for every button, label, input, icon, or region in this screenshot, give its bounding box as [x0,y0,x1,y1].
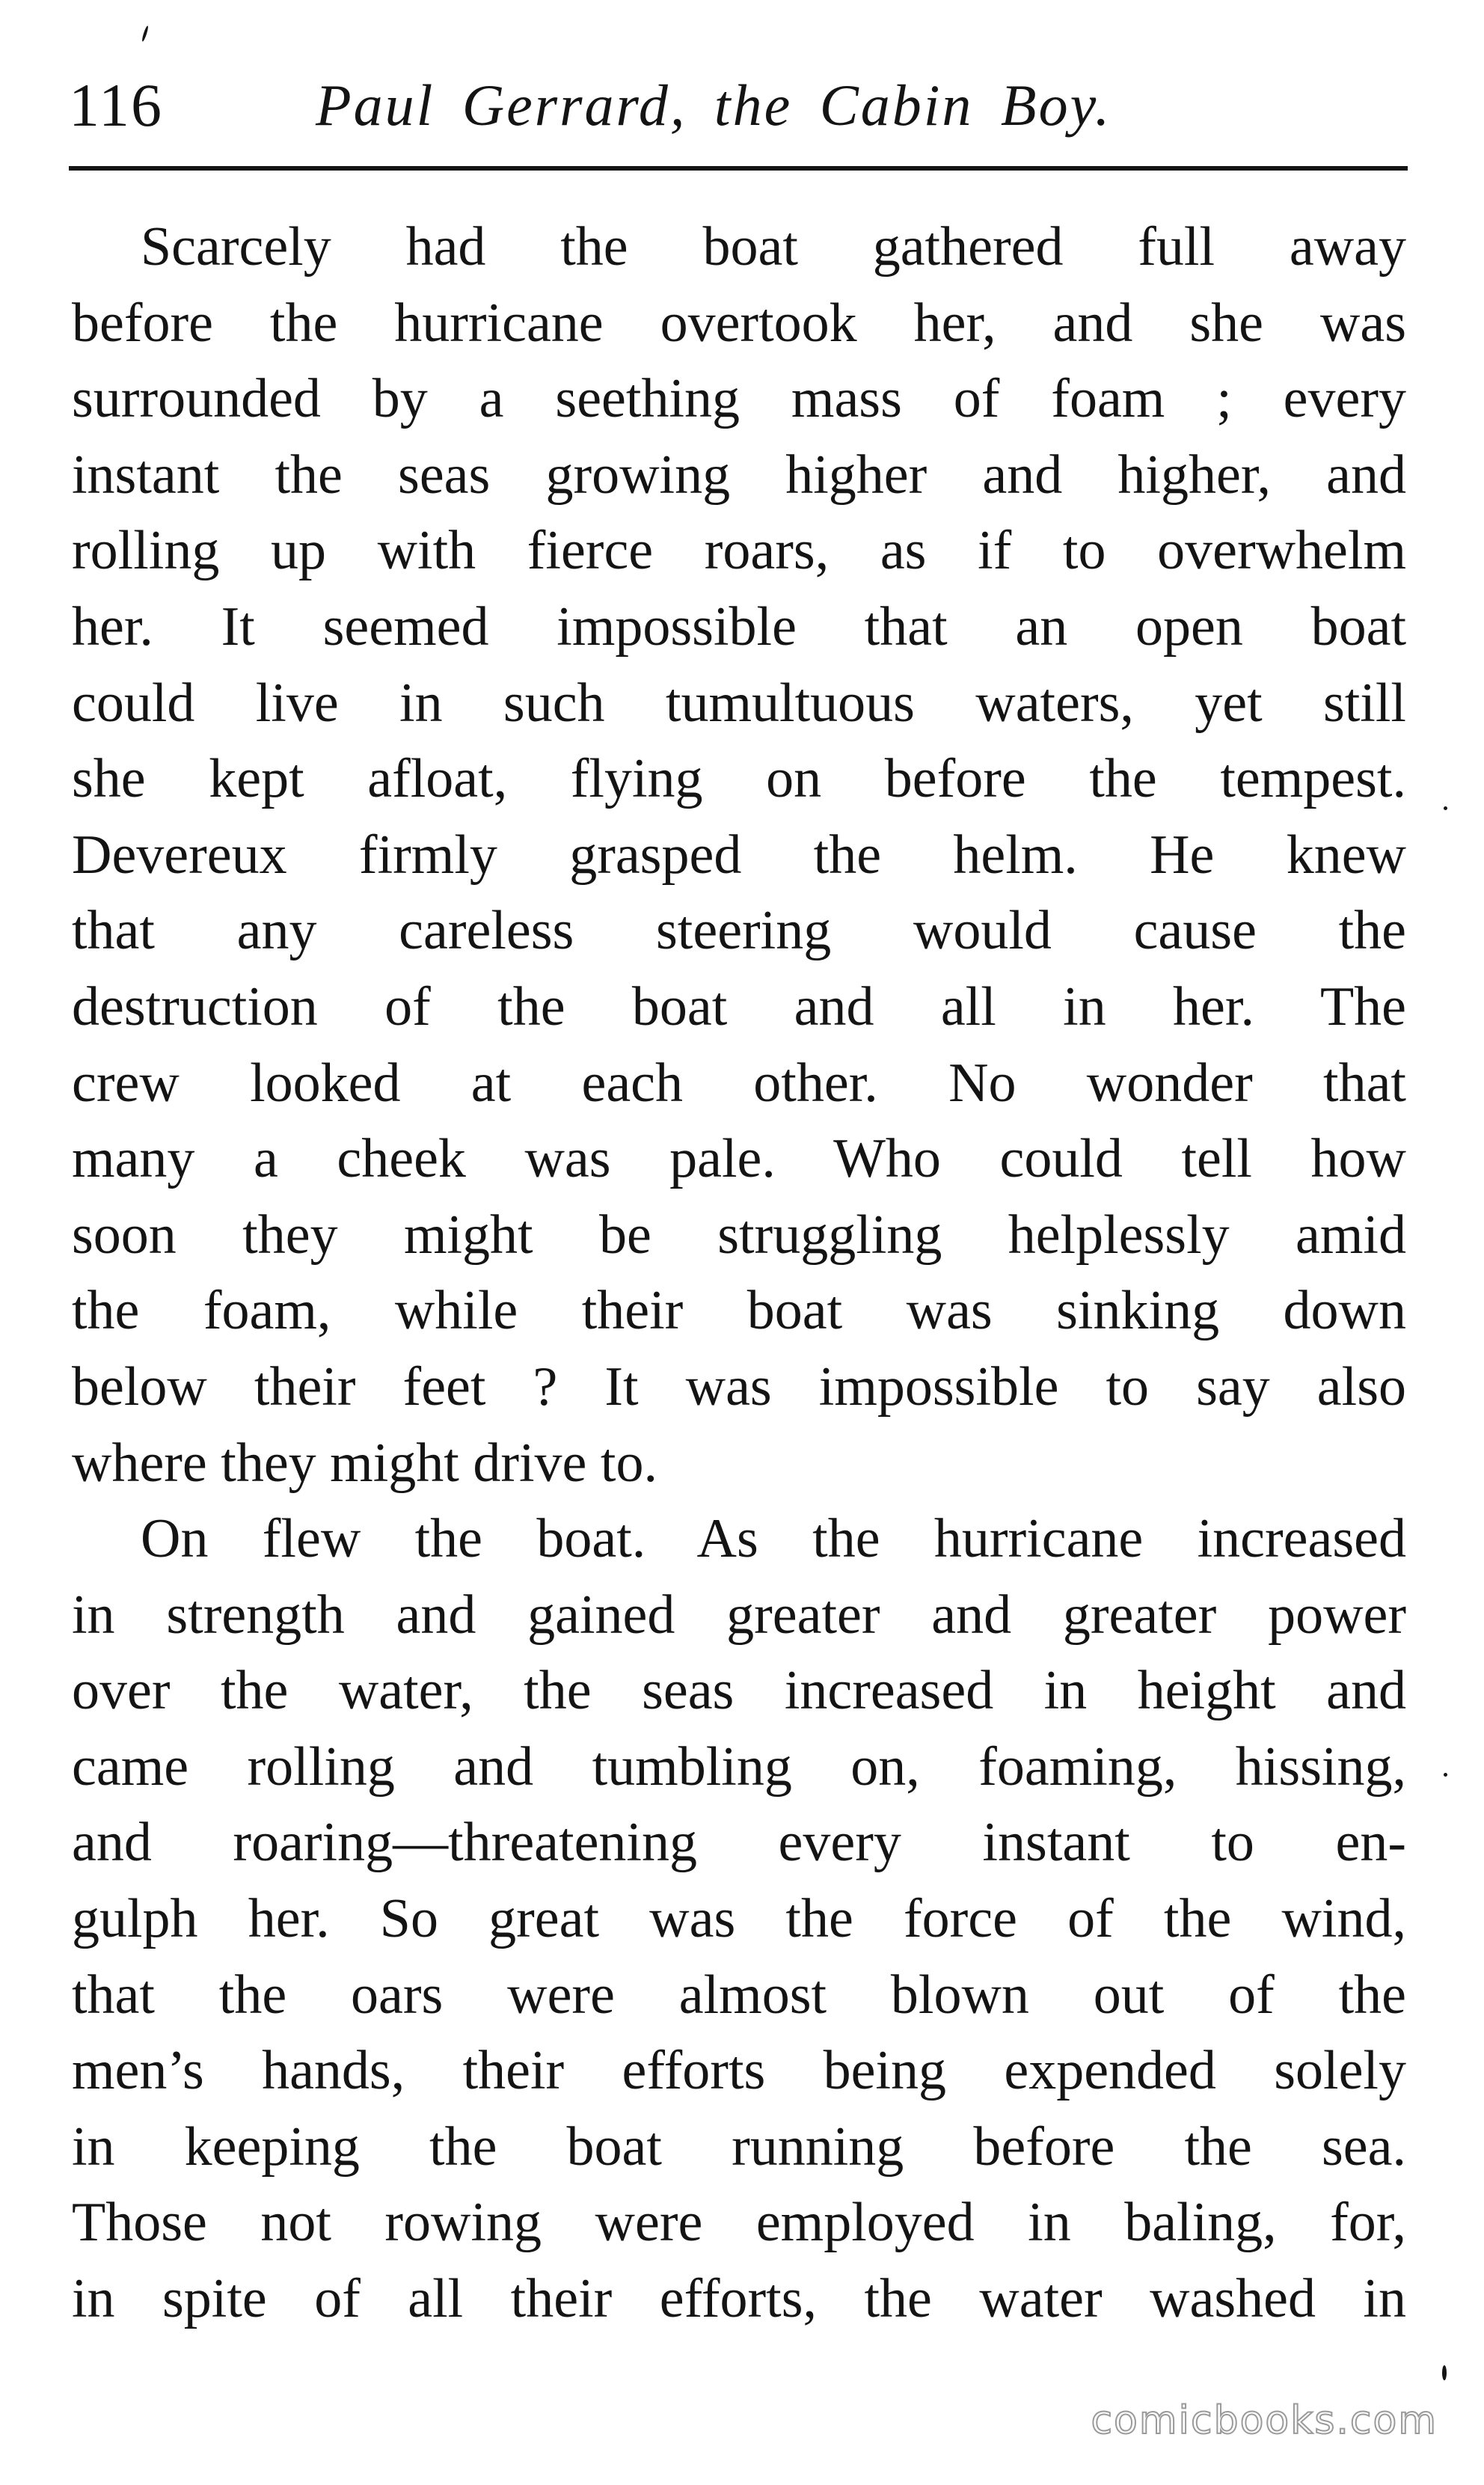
text-line: that any careless steering would cause the [72,900,1406,962]
text-line: in spite of all their efforts, the water washed in [72,2268,1406,2330]
text-line: she kept afloat, flying on before the tempest. [72,748,1406,810]
paragraph-2 [72,1501,1406,2338]
watermark: comicbooks.com [1091,2398,1438,2443]
text-line: gulph her. So great was the force of the wind, [72,1888,1406,1950]
text-line: surrounded by a seething mass of foam ; every [72,368,1406,430]
text-line: in strength and gained greater and greater power [72,1584,1406,1646]
text-line: could live in such tumultuous waters, yet still [72,672,1406,734]
header-rule [69,166,1408,171]
text-line: Those not rowing were employed in baling, for, [72,2192,1406,2254]
text-line: Devereux firmly grasped the helm. He knew [72,824,1406,886]
ink-speck [1442,2365,1447,2380]
text-line: On flew the boat. As the hurricane increased [141,1508,1406,1570]
text-line: many a cheek was pale. Who could tell how [72,1128,1406,1190]
text-line: in keeping the boat running before the sea. [72,2115,1406,2178]
text-line: came rolling and tumbling on, foaming, hissing, [72,1735,1406,1798]
running-title: Paul Gerrard, the Cabin Boy. [316,73,1112,138]
text-line: crew looked at each other. No wonder that [72,1052,1406,1114]
text-line: where they might drive to. [72,1432,657,1494]
text-line: the foam, while their boat was sinking down [72,1280,1406,1342]
running-head [69,64,1408,147]
paragraph-1 [72,209,1406,1501]
text-line: Scarcely had the boat gathered full away [141,216,1406,278]
ink-speck [141,25,150,42]
text-line: and roaring—threatening every instant to en- [72,1812,1406,1874]
ink-speck [1444,806,1447,810]
text-line: destruction of the boat and all in her. The [72,975,1406,1038]
text-line: soon they might be struggling helplessly amid [72,1204,1406,1266]
text-line: over the water, the seas increased in height and [72,1660,1406,1722]
body-text [72,209,1406,2338]
text-line: that the oars were almost blown out of the [72,1964,1406,2026]
text-line: before the hurricane overtook her, and she was [72,292,1406,354]
text-line: below their feet ? It was impossible to say also [72,1355,1406,1418]
ink-speck [1444,1773,1447,1777]
page-number: 116 [69,71,163,139]
text-line: rolling up with fierce roars, as if to overwhelm [72,520,1406,582]
text-line: instant the seas growing higher and higher, and [72,444,1406,506]
text-line: men’s hands, their efforts being expended solely [72,2040,1406,2102]
text-line: her. It seemed impossible that an open boat [72,595,1406,658]
